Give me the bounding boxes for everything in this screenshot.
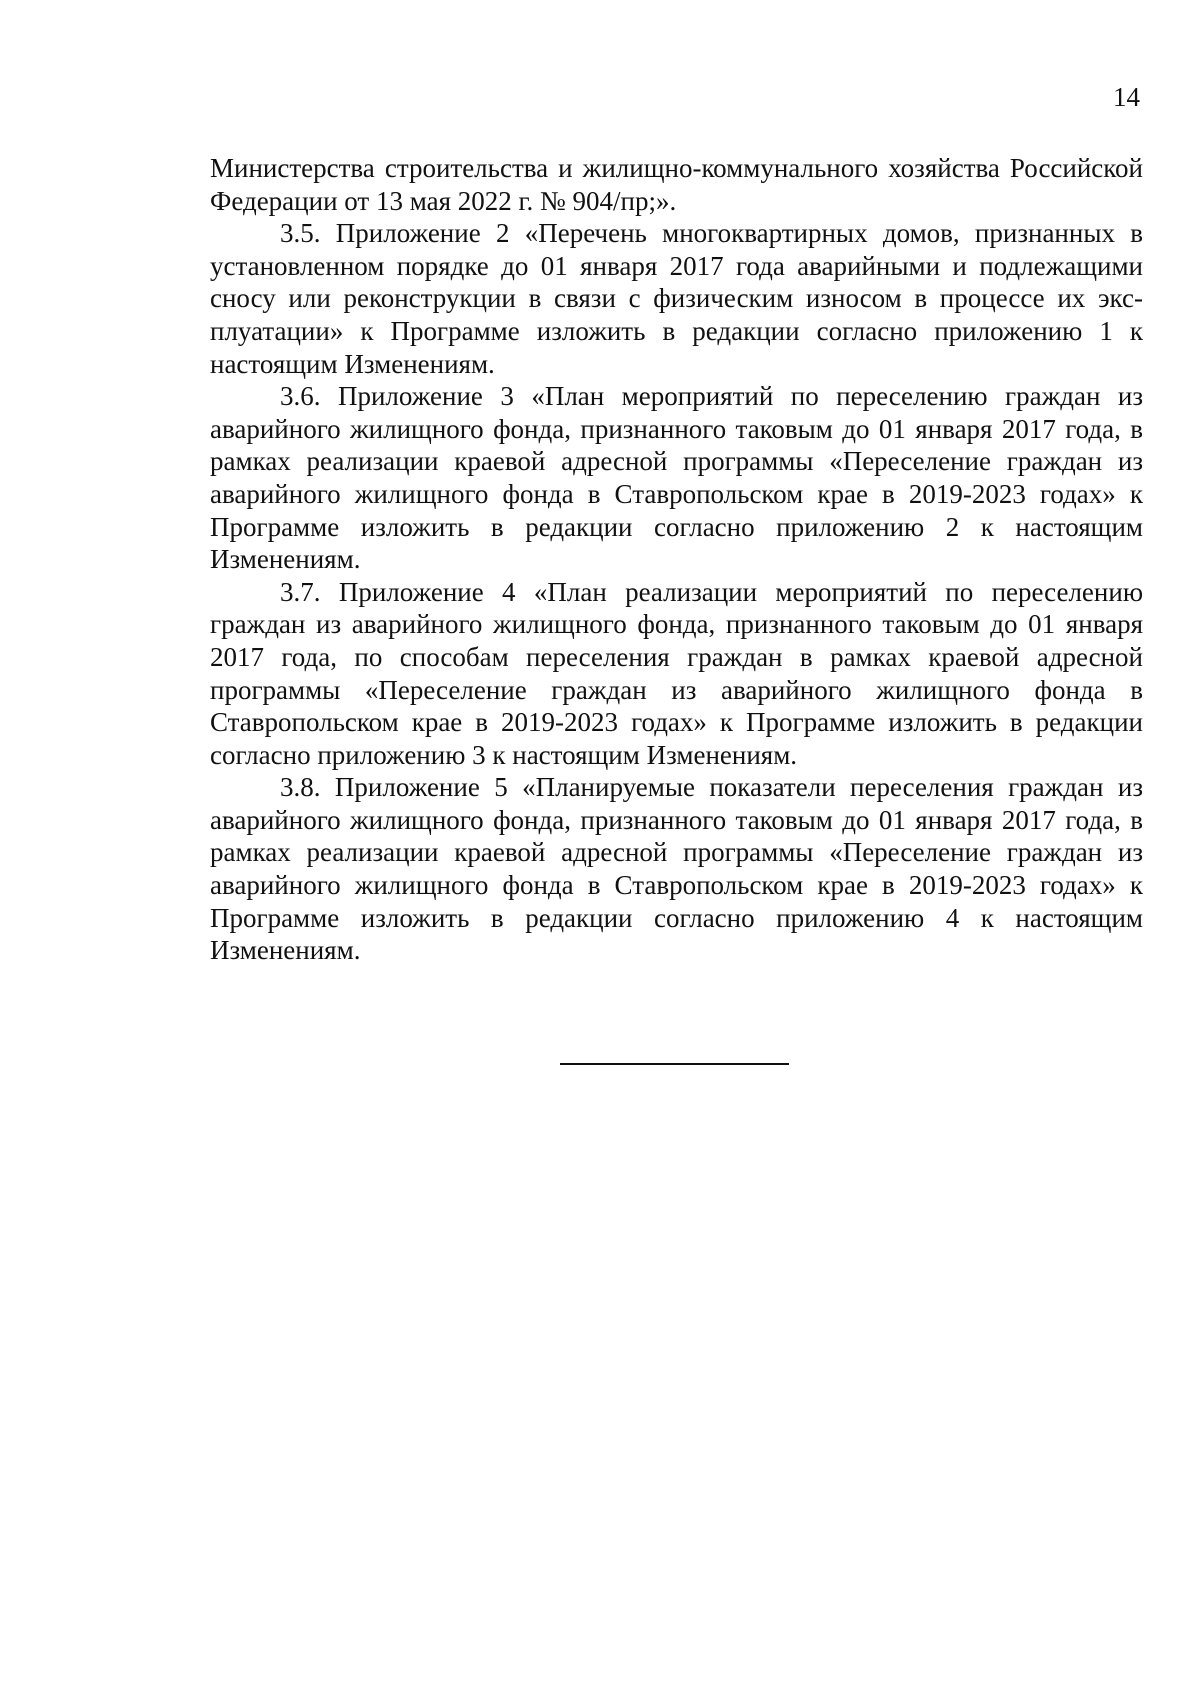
paragraph-continuation: Министерства строительства и жилищно-коммунального хозяйства Российской Федерации от 13 мая 2022 г. № 904/пр;». xyxy=(210,153,1143,216)
paragraph-3-7: 3.7. Приложение 4 «План реализации мероприятий по переселению граждан из аварийного жилищного фонда, признанного таковым до 01 января 2017 года, по способам переселения граждан в рамках краевой адресной программы «Переселение граждан из аварийного жилищного фонда в Ставропольском крае в 2019-2023 годах» к Программе изложить в редакции согласно приложению 3 к настоящим Изменениям. xyxy=(210,576,1143,770)
paragraph-3-6: 3.6. Приложение 3 «План мероприятий по переселению граждан из аварийного жилищного фонда, признанного таковым до 01 января 2017 года, в рамках реализации краевой адресной программы «Переселение граждан из аварийного жилищного фонда в Ставропольском крае в 2019-2023 годах» к Программе изложить в редакции согласно приложению 2 к настоящим Изменениям. xyxy=(210,381,1143,575)
page-number: 14 xyxy=(1113,82,1140,112)
closing-divider xyxy=(560,1063,789,1065)
paragraph-3-5: 3.5. Приложение 2 «Перечень многоквартирных домов, признанных в установленном порядке до 01 января 2017 года аварийными и подлежащими сносу или реконструкции в связи с физическим износом в процессе их эксплуатации» к Программе изложить в редакции согласно приложению 1 к настоящим Изменениям. xyxy=(210,218,1143,379)
document-body xyxy=(210,152,1143,967)
paragraph-3-8: 3.8. Приложение 5 «Планируемые показатели переселения граждан из аварийного жилищного фонда, признанного таковым до 01 января 2017 года, в рамках реализации краевой адресной программы «Переселение граждан из аварийного жилищного фонда в Ставропольском крае в 2019-2023 годах» к Программе изложить в редакции согласно приложению 4 к настоящим Изменениям. xyxy=(210,772,1143,966)
